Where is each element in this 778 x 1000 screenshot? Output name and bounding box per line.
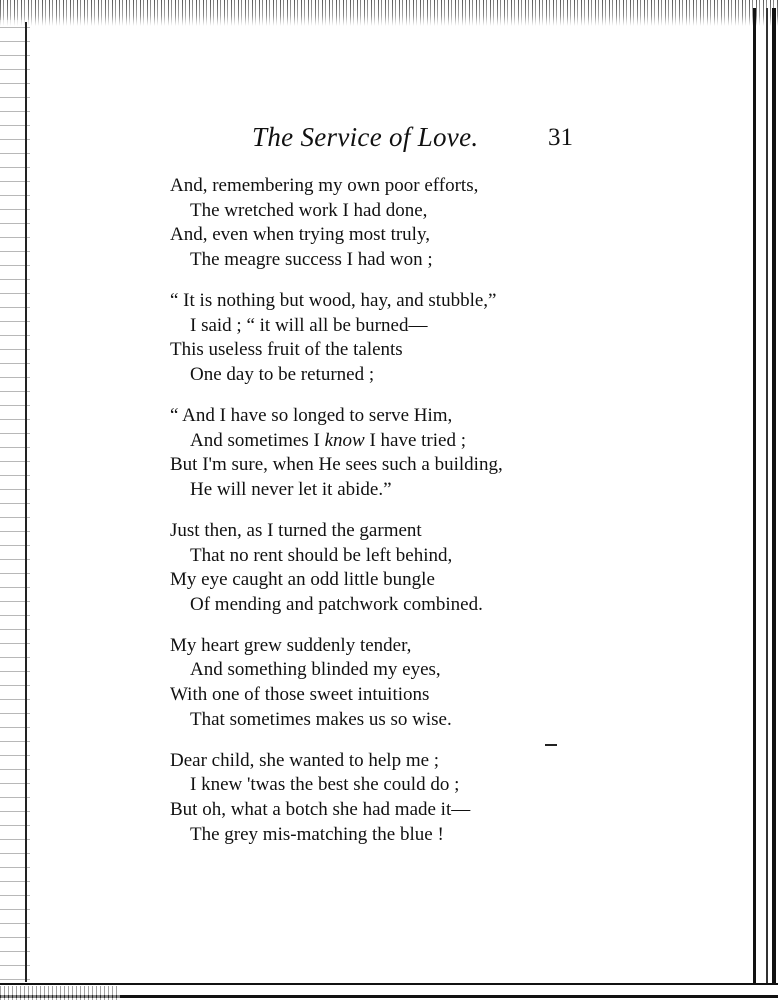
poem-line: The wretched work I had done,	[190, 199, 428, 221]
stanza	[170, 404, 640, 502]
poem-line: He will never let it abide.”	[190, 478, 392, 500]
poem-line: “ It is nothing but wood, hay, and stubble,”	[170, 289, 497, 311]
poem-line: One day to be returned ;	[190, 363, 375, 385]
running-title: The Service of Love.	[252, 122, 479, 152]
poem-line: The grey mis-matching the blue !	[190, 823, 444, 845]
page-number: 31	[548, 124, 573, 151]
poem-line	[170, 429, 640, 454]
poem-line: The meagre success I had won ;	[190, 248, 433, 270]
poem-line: I said ; “ it will all be burned—	[190, 314, 428, 336]
poem-line: But oh, what a botch she had made it—	[170, 799, 471, 821]
poem-line: With one of those sweet intuitions	[170, 684, 430, 706]
poem-line: “ And I have so longed to serve Him,	[170, 404, 453, 426]
poem-line-text: And sometimes I	[190, 429, 325, 451]
poem-body	[170, 174, 640, 864]
stanza	[170, 174, 640, 272]
poem-line: Dear child, she wanted to help me ;	[170, 749, 440, 771]
page-edge-left	[25, 22, 27, 982]
stanza	[170, 634, 640, 732]
poem-line: And, remembering my own poor efforts,	[170, 175, 479, 196]
poem-line: That sometimes makes us so wise.	[190, 708, 452, 730]
stray-mark	[545, 744, 557, 746]
page-header	[0, 122, 778, 162]
poem-line: My heart grew suddenly tender,	[170, 634, 412, 656]
poem-line: Just then, as I turned the garment	[170, 519, 422, 541]
stanza	[170, 519, 640, 617]
poem-line: And something blinded my eyes,	[190, 659, 441, 681]
poem-line: And, even when trying most truly,	[170, 224, 430, 246]
poem-line: My eye caught an odd little bungle	[170, 569, 435, 591]
scan-edge-top-fade	[0, 0, 778, 26]
poem-line: Of mending and patchwork combined.	[190, 593, 483, 615]
poem-line: This useless fruit of the talents	[170, 339, 403, 361]
stanza	[170, 289, 640, 387]
stanza	[170, 749, 640, 847]
poem-line-emphasis: know	[324, 429, 365, 451]
poem-line-text: I have tried ;	[364, 429, 466, 451]
scan-edge-bottom	[0, 986, 120, 1000]
poem-line: That no rent should be left behind,	[190, 544, 453, 566]
poem-line: I knew 'twas the best she could do ;	[190, 774, 460, 796]
poem-line: But I'm sure, when He sees such a building,	[170, 454, 503, 476]
